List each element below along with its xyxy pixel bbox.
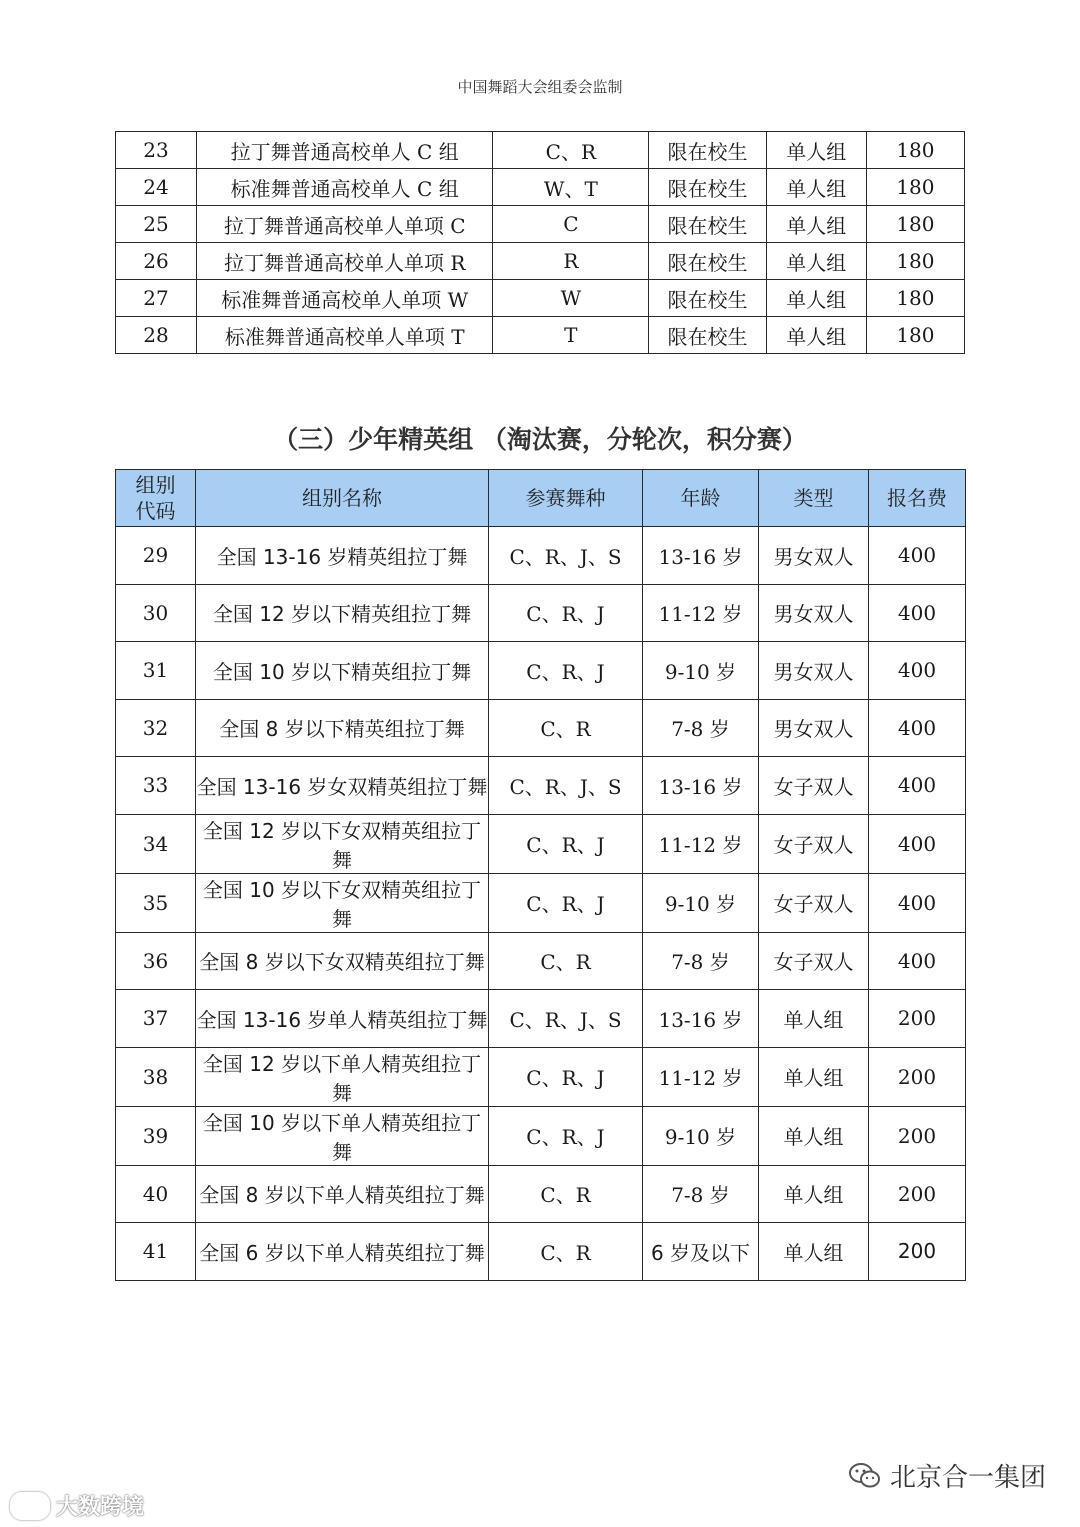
cell-dance: T (493, 317, 649, 354)
cell-code: 29 (116, 527, 196, 585)
cell-fee: 200 (869, 990, 966, 1048)
cell-dance: C、R、J、S (489, 527, 643, 585)
cell-dance: C、R、J (489, 814, 643, 873)
cell-dance: R (493, 243, 649, 280)
cell-dance: C、R (489, 699, 643, 757)
cell-name: 全国 10 岁以下单人精英组拉丁舞 (196, 1106, 489, 1165)
cell-name: 全国 13-16 岁女双精英组拉丁舞 (196, 757, 489, 815)
header-type: 类型 (759, 470, 869, 527)
watermark-right (848, 1457, 1046, 1494)
cell-age: 限在校生 (649, 243, 766, 280)
header-name: 组别名称 (196, 470, 489, 527)
cell-code: 26 (116, 243, 197, 280)
header-dance: 参赛舞种 (489, 470, 643, 527)
cell-type: 单人组 (759, 1106, 869, 1165)
cell-fee: 200 (869, 1047, 966, 1106)
cell-age: 7-8 岁 (643, 1165, 759, 1223)
cell-name: 标准舞普通高校单人单项 W (196, 280, 492, 317)
cell-type: 单人组 (766, 280, 866, 317)
table-row (116, 642, 966, 700)
cell-code: 23 (116, 132, 197, 169)
table-row (116, 243, 965, 280)
cell-age: 限在校生 (649, 169, 766, 206)
table-row (116, 527, 966, 585)
cell-type: 单人组 (766, 243, 866, 280)
cell-fee: 180 (866, 317, 964, 354)
cell-name: 标准舞普通高校单人 C 组 (196, 169, 492, 206)
cell-fee: 400 (869, 814, 966, 873)
cell-dance: C、R (489, 1165, 643, 1223)
cell-dance: C、R、J、S (489, 990, 643, 1048)
cell-code: 40 (116, 1165, 196, 1223)
cell-age: 9-10 岁 (643, 642, 759, 700)
cell-fee: 400 (869, 642, 966, 700)
cell-age: 6 岁及以下 (643, 1223, 759, 1281)
header-age: 年龄 (643, 470, 759, 527)
cell-fee: 180 (866, 206, 964, 243)
cell-name: 全国 12 岁以下精英组拉丁舞 (196, 584, 489, 642)
cell-type: 女子双人 (759, 757, 869, 815)
cell-name: 全国 6 岁以下单人精英组拉丁舞 (196, 1223, 489, 1281)
cell-type: 男女双人 (759, 699, 869, 757)
cell-name: 拉丁舞普通高校单人 C 组 (196, 132, 492, 169)
table-row (116, 317, 965, 354)
cell-dance: C、R (489, 932, 643, 990)
cell-name: 全国 8 岁以下精英组拉丁舞 (196, 699, 489, 757)
cell-name: 全国 10 岁以下精英组拉丁舞 (196, 642, 489, 700)
cell-fee: 180 (866, 243, 964, 280)
table-row (116, 1106, 966, 1165)
cell-name: 全国 12 岁以下单人精英组拉丁舞 (196, 1047, 489, 1106)
watermark-left-text: 大数跨境 (56, 1495, 145, 1520)
cell-type: 单人组 (766, 169, 866, 206)
cell-name: 全国 12 岁以下女双精英组拉丁舞 (196, 814, 489, 873)
cell-age: 11-12 岁 (643, 814, 759, 873)
cell-name: 拉丁舞普通高校单人单项 C (196, 206, 492, 243)
table-row (116, 1223, 966, 1281)
table-row (116, 1165, 966, 1223)
cell-dance: C、R、J、S (489, 757, 643, 815)
table-row (116, 757, 966, 815)
cell-name: 全国 8 岁以下女双精英组拉丁舞 (196, 932, 489, 990)
cell-code: 38 (116, 1047, 196, 1106)
watermark-left (10, 1490, 144, 1521)
cell-dance: C、R (493, 132, 649, 169)
cell-age: 7-8 岁 (643, 932, 759, 990)
cell-fee: 400 (869, 757, 966, 815)
cell-name: 全国 13-16 岁单人精英组拉丁舞 (196, 990, 489, 1048)
header-code: 组别 代码 (116, 470, 196, 527)
cell-dance: C、R、J (489, 1047, 643, 1106)
wechat-icon (848, 1462, 882, 1490)
cell-fee: 200 (869, 1165, 966, 1223)
cell-type: 单人组 (766, 317, 866, 354)
cell-code: 28 (116, 317, 197, 354)
cell-dance: C (493, 206, 649, 243)
cell-age: 限在校生 (649, 206, 766, 243)
cell-code: 24 (116, 169, 197, 206)
cell-name: 全国 10 岁以下女双精英组拉丁舞 (196, 873, 489, 932)
cell-age: 13-16 岁 (643, 527, 759, 585)
cell-type: 单人组 (759, 990, 869, 1048)
cell-name: 拉丁舞普通高校单人单项 R (196, 243, 492, 280)
table-header-row (116, 470, 966, 527)
page-header: 中国舞蹈大会组委会监制 (457, 78, 623, 96)
table-main (115, 469, 966, 1281)
table-row (116, 206, 965, 243)
cell-age: 限在校生 (649, 132, 766, 169)
cell-age: 11-12 岁 (643, 1047, 759, 1106)
table-row (116, 814, 966, 873)
cell-name: 全国 8 岁以下单人精英组拉丁舞 (196, 1165, 489, 1223)
cell-age: 11-12 岁 (643, 584, 759, 642)
cell-age: 13-16 岁 (643, 990, 759, 1048)
cell-code: 36 (116, 932, 196, 990)
cell-type: 男女双人 (759, 527, 869, 585)
cell-code: 39 (116, 1106, 196, 1165)
table-row (116, 873, 966, 932)
cell-code: 27 (116, 280, 197, 317)
cell-dance: C、R (489, 1223, 643, 1281)
cell-age: 限在校生 (649, 317, 766, 354)
cell-dance: C、R、J (489, 1106, 643, 1165)
cell-code: 34 (116, 814, 196, 873)
cell-fee: 400 (869, 584, 966, 642)
cell-fee: 200 (869, 1223, 966, 1281)
cell-fee: 180 (866, 169, 964, 206)
cell-type: 女子双人 (759, 873, 869, 932)
cell-age: 7-8 岁 (643, 699, 759, 757)
table-row (116, 280, 965, 317)
cell-type: 男女双人 (759, 584, 869, 642)
cell-fee: 400 (869, 873, 966, 932)
cell-code: 31 (116, 642, 196, 700)
table-row (116, 132, 965, 169)
table-row (116, 1047, 966, 1106)
cell-dance: W、T (493, 169, 649, 206)
table-row (116, 169, 965, 206)
cell-type: 单人组 (759, 1047, 869, 1106)
cell-fee: 400 (869, 527, 966, 585)
section-title: （三）少年精英组 （淘汰赛，分轮次，积分赛） (273, 425, 807, 454)
cell-age: 13-16 岁 (643, 757, 759, 815)
table-row (116, 990, 966, 1048)
cell-code: 41 (116, 1223, 196, 1281)
cell-type: 男女双人 (759, 642, 869, 700)
watermark-right-text: 北京合一集团 (889, 1463, 1046, 1493)
cell-fee: 400 (869, 699, 966, 757)
cell-fee: 200 (869, 1106, 966, 1165)
cell-code: 35 (116, 873, 196, 932)
cell-name: 标准舞普通高校单人单项 T (196, 317, 492, 354)
logo-icon (10, 1492, 50, 1520)
cell-type: 单人组 (759, 1223, 869, 1281)
header-fee: 报名费 (869, 470, 966, 527)
cell-dance: C、R、J (489, 642, 643, 700)
cell-type: 单人组 (766, 206, 866, 243)
cell-age: 9-10 岁 (643, 1106, 759, 1165)
table-row (116, 584, 966, 642)
table-top (115, 131, 965, 354)
cell-dance: C、R、J (489, 873, 643, 932)
cell-dance: C、R、J (489, 584, 643, 642)
cell-type: 单人组 (759, 1165, 869, 1223)
table-row (116, 932, 966, 990)
cell-type: 单人组 (766, 132, 866, 169)
cell-code: 30 (116, 584, 196, 642)
cell-code: 25 (116, 206, 197, 243)
cell-fee: 180 (866, 280, 964, 317)
table-row (116, 699, 966, 757)
cell-code: 32 (116, 699, 196, 757)
cell-fee: 180 (866, 132, 964, 169)
cell-code: 33 (116, 757, 196, 815)
cell-fee: 400 (869, 932, 966, 990)
cell-code: 37 (116, 990, 196, 1048)
cell-name: 全国 13-16 岁精英组拉丁舞 (196, 527, 489, 585)
cell-type: 女子双人 (759, 814, 869, 873)
cell-dance: W (493, 280, 649, 317)
cell-age: 限在校生 (649, 280, 766, 317)
cell-type: 女子双人 (759, 932, 869, 990)
cell-age: 9-10 岁 (643, 873, 759, 932)
